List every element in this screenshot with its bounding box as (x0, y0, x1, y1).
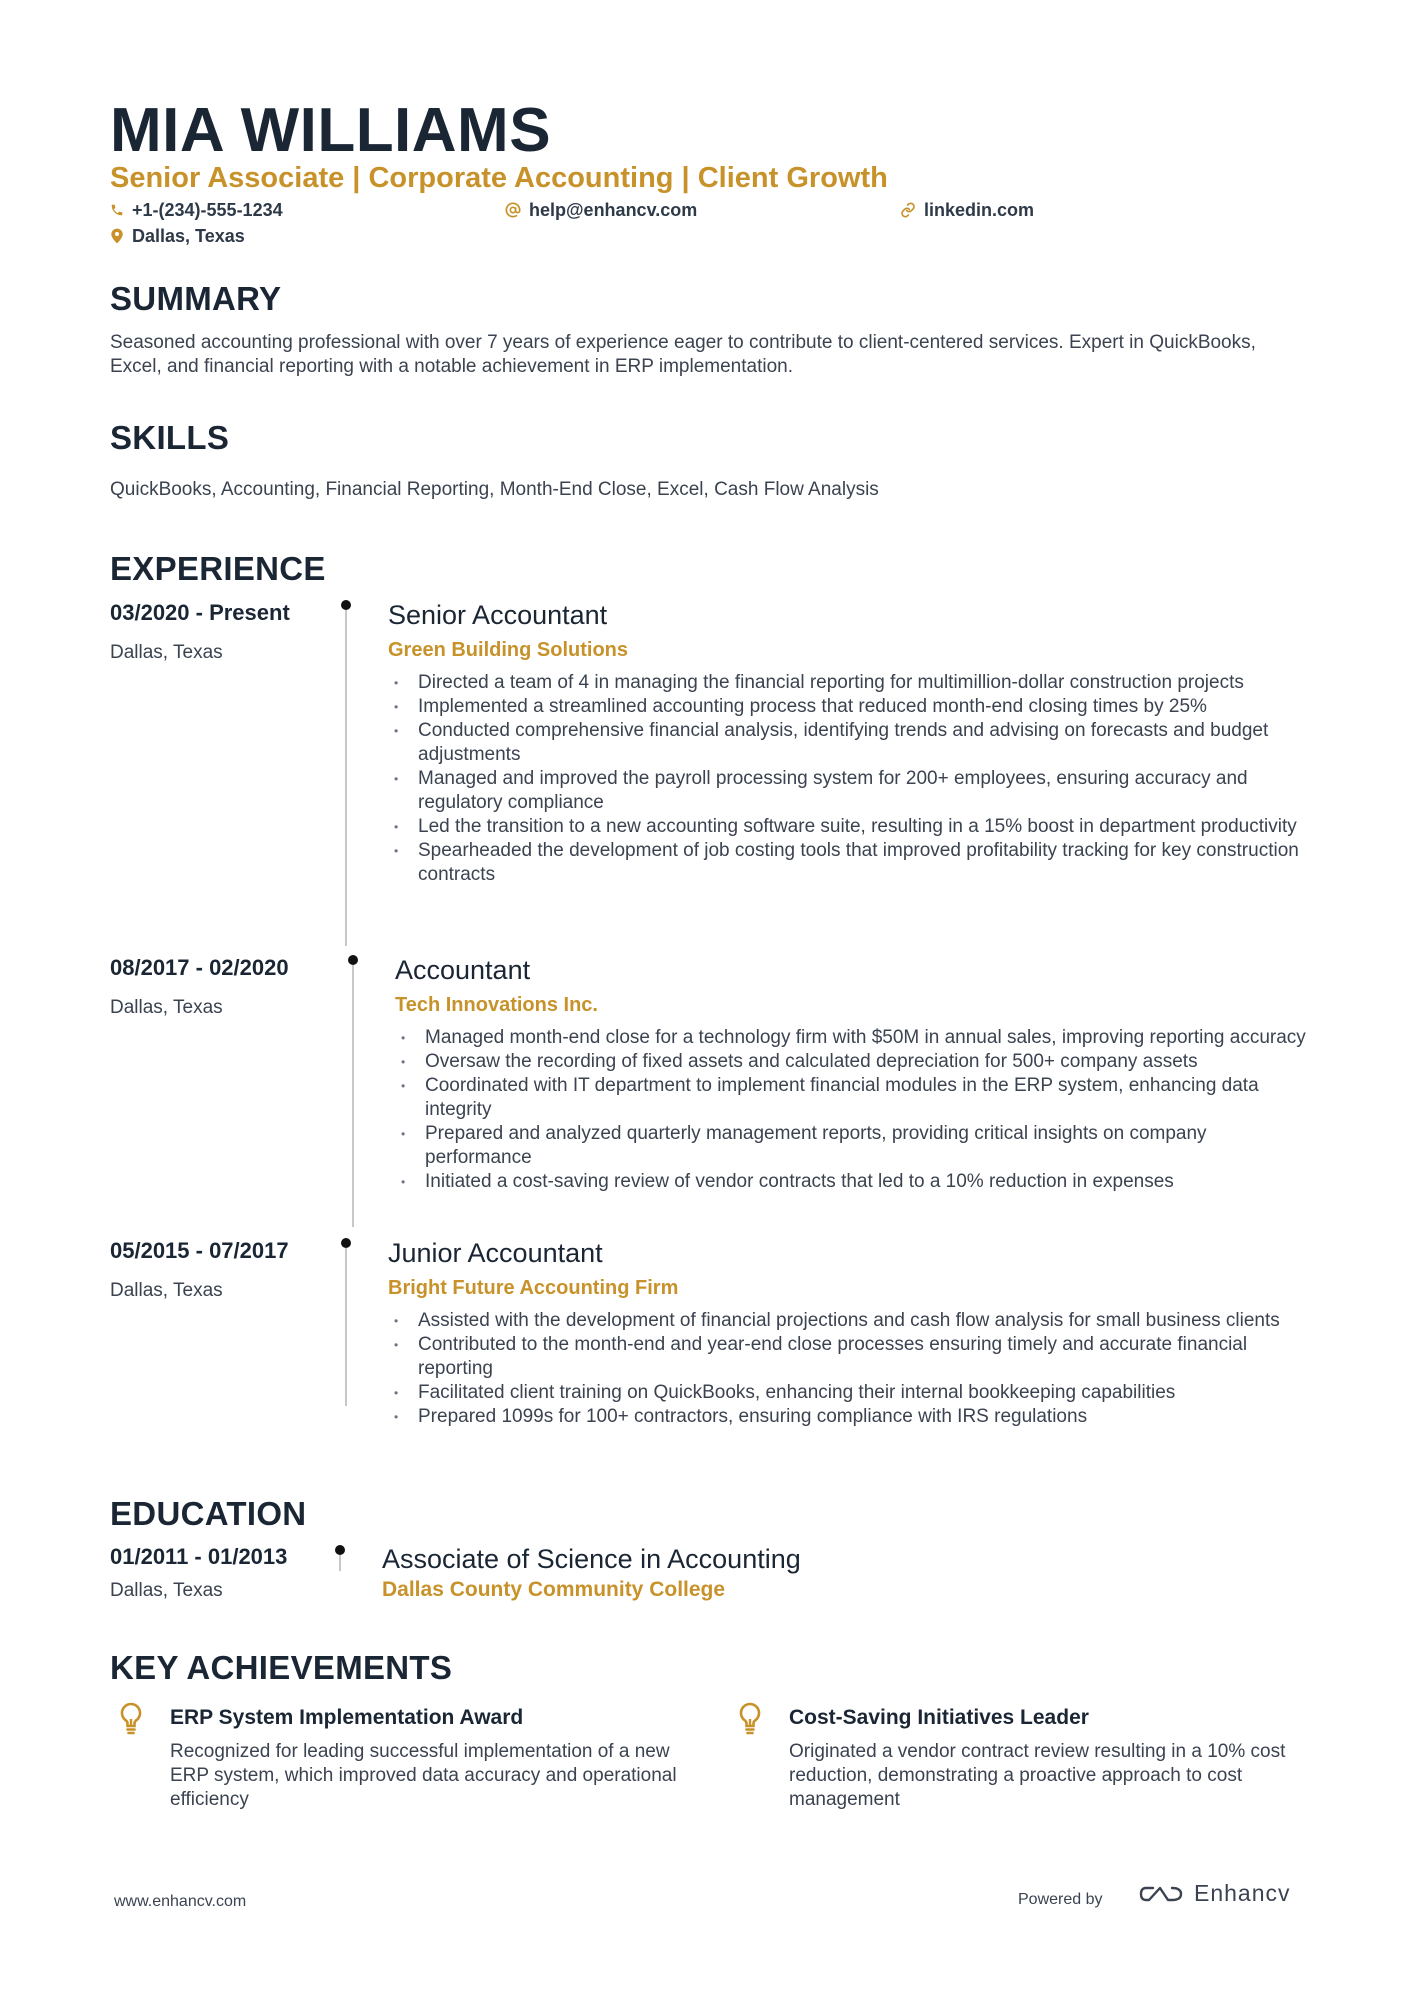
location-text: Dallas, Texas (132, 226, 245, 246)
job-dates: 03/2020 - Present (110, 600, 290, 625)
footer-website[interactable]: www.enhancv.com (114, 1893, 247, 1910)
job-bullet: • Prepared 1099s for 100+ contractors, ensuring compliance with IRS regulations (390, 1405, 1315, 1429)
job-bullet: • Contributed to the month-end and year-end close processes ensuring timely and accurate financial reporting (390, 1333, 1315, 1381)
job-bullet: • Managed month-end close for a technology firm with $50M in annual sales, improving reporting accuracy (397, 1026, 1317, 1050)
education-school: Dallas County Community College (382, 1578, 726, 1601)
job-dates: 05/2015 - 07/2017 (110, 1238, 289, 1263)
job-bullet: • Managed and improved the payroll processing system for 200+ employees, ensuring accuracy and regulatory compliance (390, 767, 1315, 815)
contact-linkedin[interactable] (900, 199, 1034, 221)
lightbulb-icon (119, 1702, 143, 1736)
linkedin-text: linkedin.com (924, 200, 1035, 220)
contact-phone (110, 199, 283, 221)
lightbulb-icon (738, 1702, 762, 1736)
footer-powered-by: Powered by (1018, 1891, 1103, 1908)
job-bullet: • Implemented a streamlined accounting process that reduced month-end closing times by 25% (390, 695, 1315, 719)
timeline-line (345, 1248, 347, 1406)
timeline-line (352, 965, 354, 1227)
job-location: Dallas, Texas (110, 642, 223, 663)
link-icon (900, 202, 916, 218)
achievement-title: Cost-Saving Initiatives Leader (789, 1706, 1089, 1729)
job-company: Green Building Solutions (388, 639, 628, 661)
job-dates: 08/2017 - 02/2020 (110, 955, 289, 980)
email-text: help@enhancv.com (529, 200, 698, 220)
phone-icon (110, 203, 124, 217)
contact-location (110, 225, 245, 247)
job-bullet: • Directed a team of 4 in managing the financial reporting for multimillion-dollar construction projects (390, 671, 1315, 695)
candidate-headline: Senior Associate | Corporate Accounting | Client Growth (110, 162, 888, 194)
job-bullet: • Assisted with the development of financial projections and cash flow analysis for small business clients (390, 1309, 1315, 1333)
skills-title: SKILLS (110, 419, 230, 456)
candidate-name: MIA WILLIAMS (110, 96, 552, 165)
job-company: Tech Innovations Inc. (395, 994, 598, 1016)
timeline-dot (348, 955, 358, 965)
job-bullet: • Prepared and analyzed quarterly management reports, providing critical insights on company performance (397, 1122, 1317, 1170)
experience-title: EXPERIENCE (110, 550, 326, 587)
achievement-title: ERP System Implementation Award (170, 1706, 524, 1729)
achievement-description: Originated a vendor contract review resulting in a 10% cost reduction, demonstrating a proactive approach to cost management (789, 1741, 1286, 1810)
job-role: Junior Accountant (388, 1238, 603, 1268)
phone-text: +1-(234)-555-1234 (132, 200, 283, 220)
education-dates: 01/2011 - 01/2013 (110, 1544, 288, 1569)
job-location: Dallas, Texas (110, 997, 223, 1018)
job-bullet: • Led the transition to a new accounting software suite, resulting in a 15% boost in department productivity (390, 815, 1315, 839)
achievements-title: KEY ACHIEVEMENTS (110, 1649, 453, 1686)
summary-title: SUMMARY (110, 280, 282, 317)
job-bullet: • Coordinated with IT department to implement financial modules in the ERP system, enhancing data integrity (397, 1074, 1317, 1122)
achievement-description: Recognized for leading successful implementation of a new ERP system, which improved data accuracy and operational efficiency (170, 1741, 677, 1810)
timeline-line (345, 610, 347, 946)
education-title: EDUCATION (110, 1495, 307, 1532)
timeline-dot (341, 600, 351, 610)
timeline-dot (341, 1238, 351, 1248)
job-role: Accountant (395, 955, 531, 985)
skills-text: QuickBooks, Accounting, Financial Reporting, Month-End Close, Excel, Cash Flow Analysis (110, 479, 879, 500)
timeline-dot (335, 1545, 345, 1555)
timeline-line (339, 1555, 341, 1571)
education-location: Dallas, Texas (110, 1580, 223, 1601)
job-bullet: • Conducted comprehensive financial analysis, identifying trends and advising on forecasts and budget adjustments (390, 719, 1315, 767)
job-bullet: • Facilitated client training on QuickBooks, enhancing their internal bookkeeping capabilities (390, 1381, 1315, 1405)
job-location: Dallas, Texas (110, 1280, 223, 1301)
footer-brand-text: Enhancv (1194, 1880, 1291, 1906)
footer-brand[interactable] (1138, 1880, 1291, 1907)
job-bullet: • Oversaw the recording of fixed assets and calculated depreciation for 500+ company assets (397, 1050, 1317, 1074)
job-bullets (397, 1026, 1317, 1194)
job-bullet: • Initiated a cost-saving review of vendor contracts that led to a 10% reduction in expenses (397, 1170, 1317, 1194)
at-sign-icon (505, 202, 521, 218)
enhancv-logo-icon (1138, 1882, 1184, 1906)
map-pin-icon (110, 228, 124, 244)
job-bullets (390, 1309, 1315, 1429)
education-degree: Associate of Science in Accounting (382, 1544, 801, 1574)
job-bullet: • Spearheaded the development of job costing tools that improved profitability tracking for key construction contracts (390, 839, 1315, 887)
job-role: Senior Accountant (388, 600, 608, 630)
summary-text: Seasoned accounting professional with over 7 years of experience eager to contribute to client-centered services. Expert in QuickBooks, Excel, and financial reporting with a notable achievement in ERP implementation. (110, 332, 1256, 377)
job-bullets (390, 671, 1315, 887)
job-company: Bright Future Accounting Firm (388, 1277, 679, 1299)
contact-email[interactable] (505, 199, 697, 221)
